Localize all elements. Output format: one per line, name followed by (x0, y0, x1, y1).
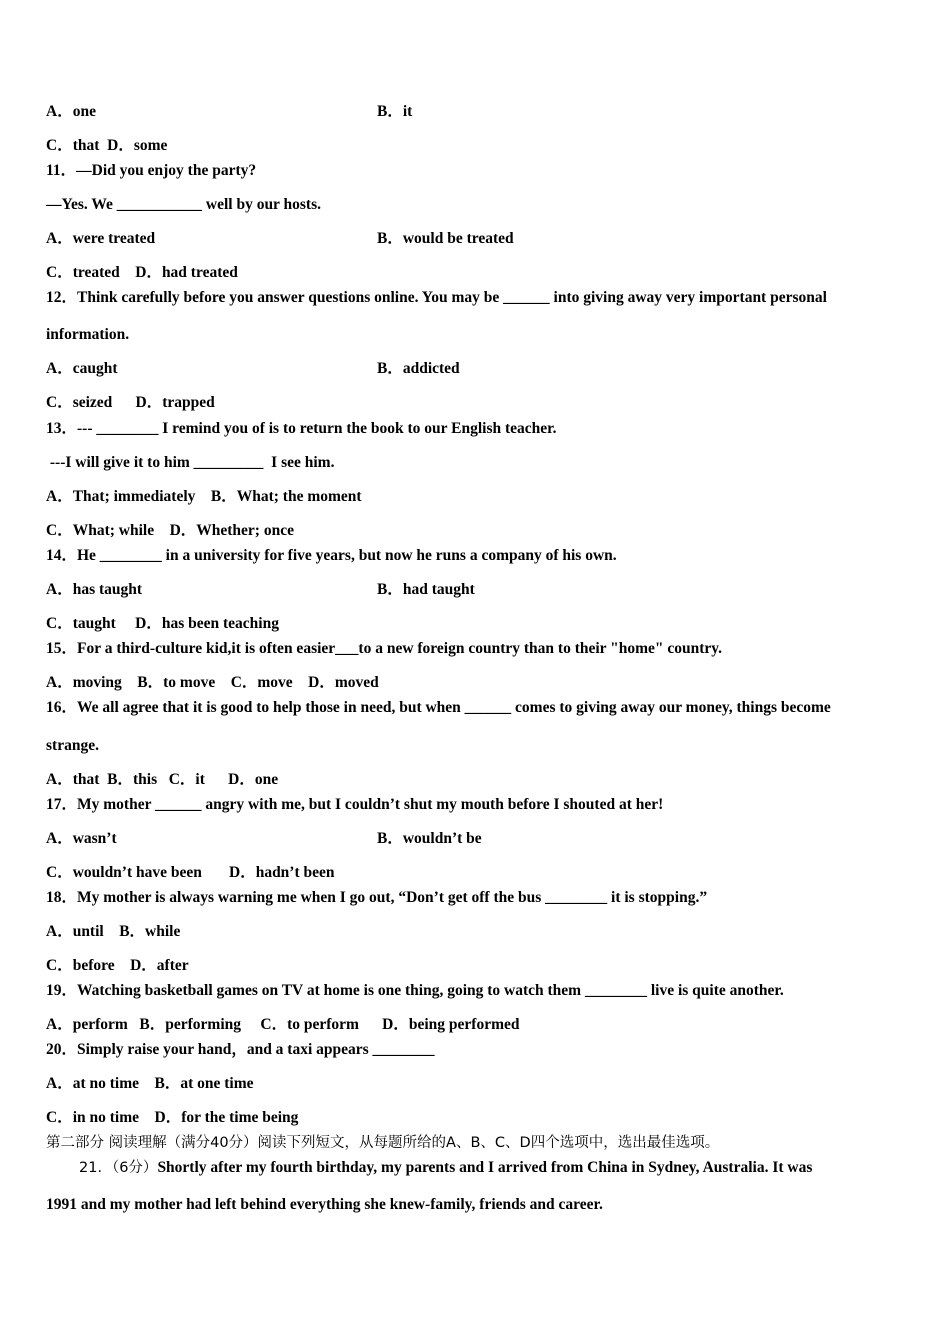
q11-stem-reply: —Yes. We ___________ well by our hosts. (46, 196, 322, 213)
q16-stem: 16．We all agree that it is good to help those in need, but when ______ comes to giving away our money, things become (46, 699, 831, 716)
q17-option-a: A．wasn’t (46, 830, 117, 847)
q21-passage-line1 (79, 1159, 812, 1177)
q14-stem: 14．He ________ in a university for five years, but now he runs a company of his own. (46, 547, 617, 564)
q11-option-a: A．were treated (46, 230, 156, 247)
q10-option-a: A．one (46, 103, 96, 120)
q21-line1-text: Shortly after my fourth birthday, my parents and I arrived from China in Sydney, Australia. It was (157, 1159, 813, 1176)
q19-options: A．perform B．performing C．to perform D．being performed (46, 1016, 520, 1033)
q14-option-a: A．has taught (46, 581, 143, 598)
q18-options-cd: C．before D．after (46, 957, 189, 974)
q14-option-b: B．had taught (377, 581, 475, 598)
q18-stem: 18．My mother is always warning me when I go out, “Don’t get off the bus ________ it is stopping.” (46, 889, 708, 906)
q17-options-cd: C．wouldn’t have been D．hadn’t been (46, 864, 335, 881)
q17-stem: 17．My mother ______ angry with me, but I couldn’t shut my mouth before I shouted at her! (46, 796, 664, 813)
q15-stem: 15．For a third-culture kid,it is often easier___to a new foreign country than to their "home" country. (46, 640, 723, 657)
q20-stem: 20．Simply raise your hand，and a taxi appears ________ (46, 1041, 435, 1058)
q13-options-cd: C．What; while D．Whether; once (46, 522, 294, 539)
q12-stem-cont: information. (46, 326, 130, 343)
q17-option-b: B．wouldn’t be (377, 830, 482, 847)
q10-option-b: B．it (377, 103, 413, 120)
q21-passage-line2: 1991 and my mother had left behind everything she knew-family, friends and career. (46, 1196, 603, 1213)
q12-stem: 12．Think carefully before you answer questions online. You may be ______ into giving away very important personal (46, 289, 827, 306)
q12-options-cd: C．seized D．trapped (46, 394, 215, 411)
q20-options-cd: C．in no time D．for the time being (46, 1109, 299, 1126)
part2-heading: 第二部分 阅读理解（满分40分）阅读下列短文，从每题所给的A、B、C、D四个选项中，选出最佳选项。 (46, 1135, 720, 1151)
q13-stem-reply: ---I will give it to him _________ I see him. (46, 454, 335, 471)
q16-stem-cont: strange. (46, 737, 99, 754)
q13-stem: 13．--- ________ I remind you of is to return the book to our English teacher. (46, 420, 557, 437)
q11-options-cd: C．treated D．had treated (46, 264, 238, 281)
q11-option-b: B．would be treated (377, 230, 514, 247)
q20-options-ab: A．at no time B．at one time (46, 1075, 254, 1092)
q14-options-cd: C．taught D．has been teaching (46, 615, 279, 632)
q15-options: A．moving B．to move C．move D．moved (46, 674, 379, 691)
q11-stem: 11．—Did you enjoy the party? (46, 162, 257, 179)
q10-options-cd: C．that D．some (46, 137, 168, 154)
q13-options-ab: A．That; immediately B．What; the moment (46, 488, 362, 505)
q12-option-a: A．caught (46, 360, 118, 377)
q19-stem: 19．Watching basketball games on TV at home is one thing, going to watch them ________ live is quite another. (46, 982, 784, 999)
q16-options: A．that B．this C．it D．one (46, 771, 279, 788)
q21-number: 21．（6分） (79, 1160, 158, 1176)
q18-options-ab: A．until B．while (46, 923, 181, 940)
q12-option-b: B．addicted (377, 360, 460, 377)
